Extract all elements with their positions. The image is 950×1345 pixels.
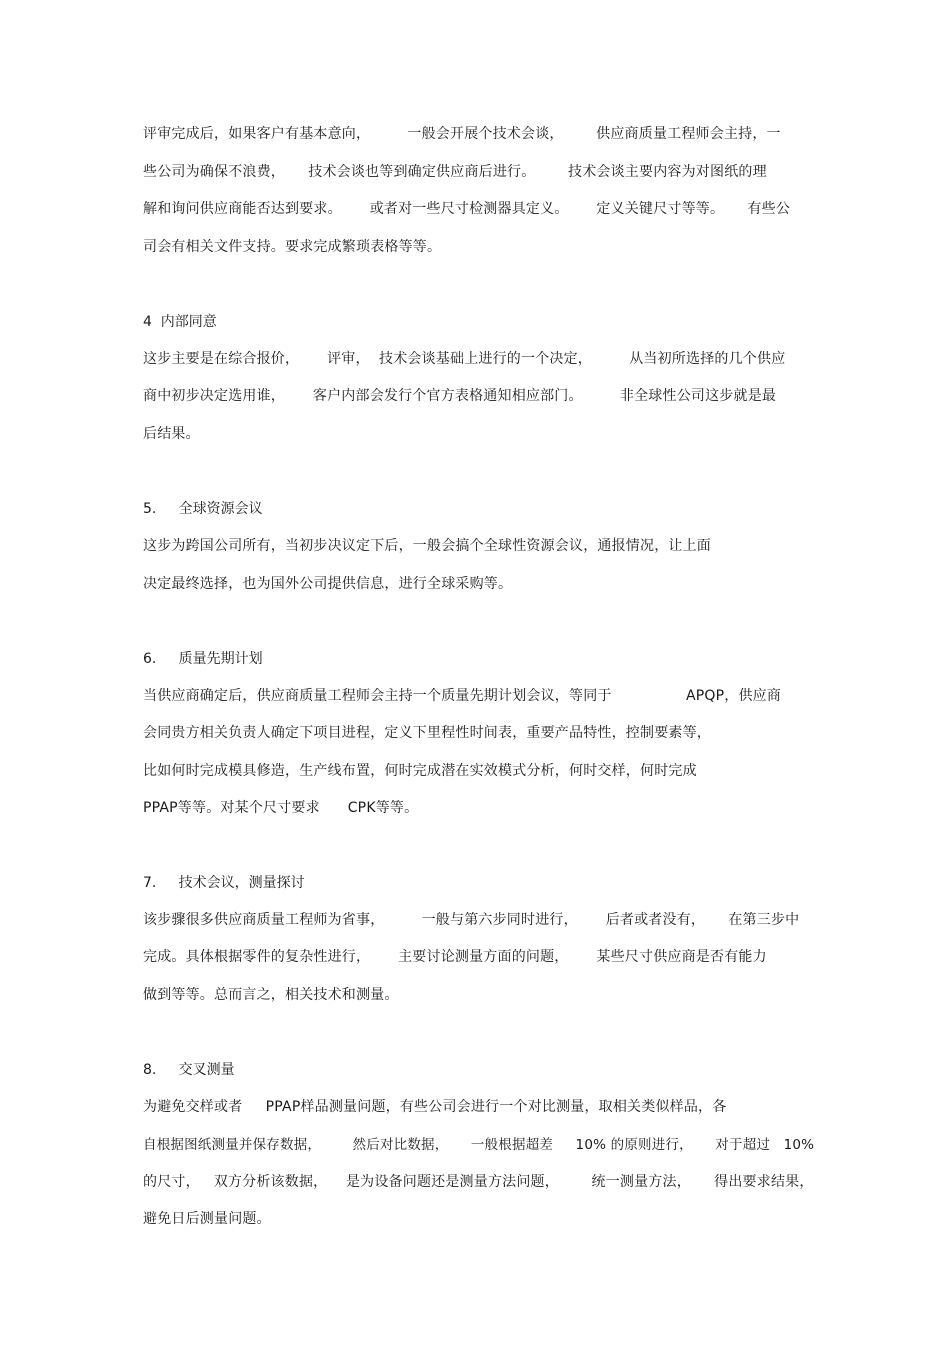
paragraph-line: 完成。具体根据零件的复杂性进行， 主要讨论测量方面的问题， 某些尺寸供应商是否有能力 xyxy=(143,949,767,965)
paragraph-line: 后结果。 xyxy=(143,426,200,442)
paragraph-line: 比如何时完成模具修造，生产线布置，何时完成潜在实效模式分析，何时交样，何时完成 xyxy=(143,763,697,779)
section-heading: 5. 全球资源会议 xyxy=(143,501,263,517)
paragraph-line: PPAP等等。对某个尺寸要求 CPK等等。 xyxy=(143,800,419,816)
paragraph-line: 该步骤很多供应商质量工程师为省事， 一般与第六步同时进行， 后者或者没有， 在第三步中 xyxy=(143,912,800,928)
paragraph-line: 避免日后测量问题。 xyxy=(143,1211,271,1227)
paragraph-line: 评审完成后，如果客户有基本意向， 一般会开展个技术会谈， 供应商质量工程师会主持，一 xyxy=(143,126,781,142)
paragraph-line: 这步主要是在综合报价， 评审， 技术会谈基础上进行的一个决定， 从当初所选择的几个供应 xyxy=(143,351,786,367)
paragraph-line: 些公司为确保不浪费， 技术会谈也等到确定供应商后进行。 技术会谈主要内容为对图纸的理 xyxy=(143,164,767,180)
paragraph-line: 决定最终选择，也为国外公司提供信息，进行全球采购等。 xyxy=(143,576,513,592)
paragraph-line: 解和询问供应商能否达到要求。 或者对一些尺寸检测器具定义。 定义关键尺寸等等。 有些公 xyxy=(143,201,791,217)
paragraph-line: 司会有相关文件支持。要求完成繁琐表格等等。 xyxy=(143,239,442,255)
paragraph-line: 会同贵方相关负责人确定下项目进程，定义下里程性时间表，重要产品特性，控制要素等， xyxy=(143,725,711,741)
paragraph-line: 的尺寸， 双方分析该数据， 是为设备问题还是测量方法问题， 统一测量方法， 得出要求结果， xyxy=(143,1174,814,1190)
paragraph-line: 自根据图纸测量并保存数据， 然后对比数据， 一般根据超差 10% 的原则进行， 对于超过 10% xyxy=(143,1137,815,1153)
paragraph-line: 这步为跨国公司所有，当初步决议定下后，一般会搞个全球性资源会议，通报情况，让上面 xyxy=(143,538,711,554)
section-heading: 4 内部同意 xyxy=(143,314,217,330)
section-heading: 7. 技术会议，测量探讨 xyxy=(143,875,305,891)
section-heading: 6. 质量先期计划 xyxy=(143,651,263,667)
paragraph-line: 做到等等。总而言之，相关技术和测量。 xyxy=(143,987,399,1003)
section-heading: 8. 交叉测量 xyxy=(143,1062,235,1078)
paragraph-line: 商中初步决定选用谁， 客户内部会发行个官方表格通知相应部门。 非全球性公司这步就是最 xyxy=(143,388,777,404)
paragraph-line: 为避免交样或者 PPAP样品测量问题，有些公司会进行一个对比测量，取相关类似样品，各 xyxy=(143,1099,727,1115)
paragraph-line: 当供应商确定后，供应商质量工程师会主持一个质量先期计划会议，等同于 APQP，供应商 xyxy=(143,688,782,704)
